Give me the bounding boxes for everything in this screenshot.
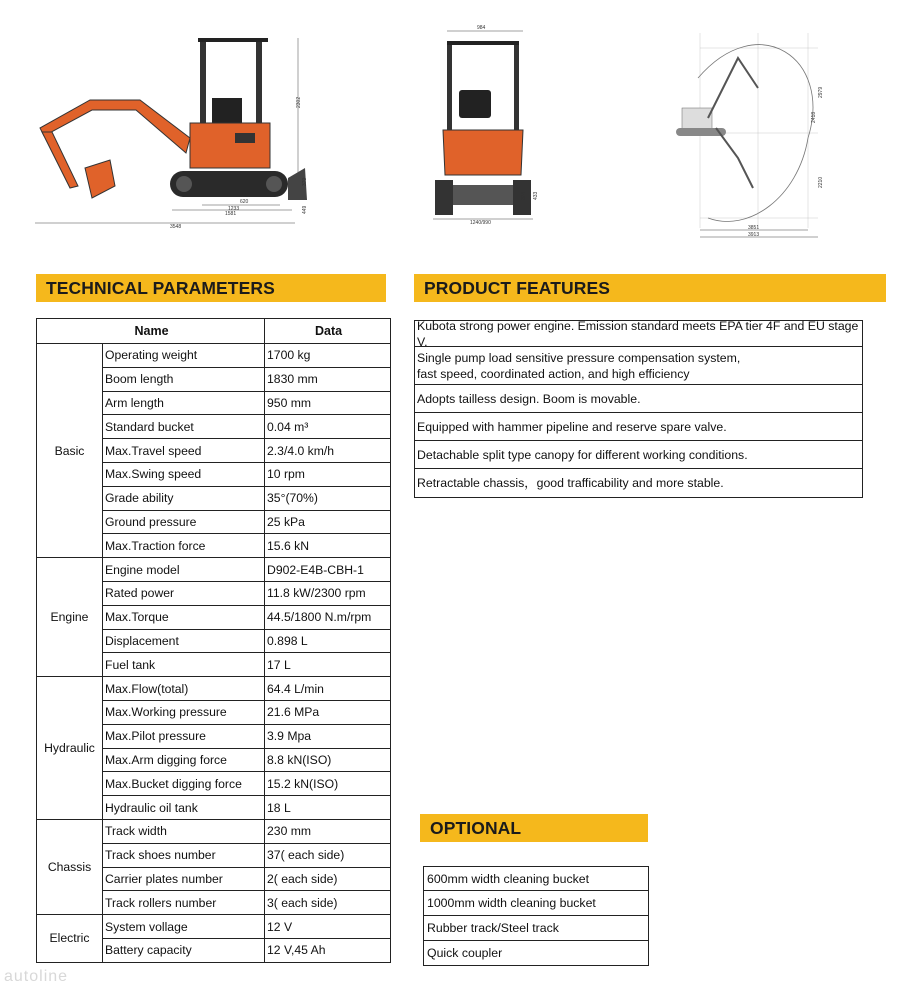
optional-item: Rubber track/Steel track [423,916,649,941]
param-value: 10 rpm [265,462,391,486]
param-value: 1830 mm [265,367,391,391]
table-row [37,344,391,368]
param-name: Track width [103,819,265,843]
excavator-front-view-drawing [425,25,545,225]
dim-433: 433 [533,191,539,200]
param-value: 1700 kg [265,344,391,368]
param-value: 44.5/1800 N.m/rpm [265,605,391,629]
technical-parameters-header: TECHNICAL PARAMETERS [36,274,386,302]
working-range-drawing [668,28,828,243]
param-name: Track shoes number [103,843,265,867]
param-value: 64.4 L/min [265,677,391,701]
param-value: 3( each side) [265,891,391,915]
param-value: 2.3/4.0 km/h [265,439,391,463]
param-value: 25 kPa [265,510,391,534]
param-name: Max.Travel speed [103,439,265,463]
feature-item: Adopts tailless design. Boom is movable. [414,385,863,413]
param-name: Max.Working pressure [103,700,265,724]
param-value: 950 mm [265,391,391,415]
param-name: Max.Arm digging force [103,748,265,772]
param-value: 230 mm [265,819,391,843]
param-name: Hydraulic oil tank [103,796,265,820]
dim-3913: 3913 [748,232,760,238]
param-name: Operating weight [103,344,265,368]
name-column-header: Name [37,319,265,344]
group-label: Electric [37,915,103,963]
param-value: 35°(70%) [265,486,391,510]
param-name: System vollage [103,915,265,939]
param-name: Displacement [103,629,265,653]
table-row [37,677,391,701]
param-value: 15.6 kN [265,534,391,558]
dim-2418: 2418 [811,111,817,123]
dim-3851: 3851 [748,225,760,231]
param-name: Carrier plates number [103,867,265,891]
param-value: 17 L [265,653,391,677]
param-name: Max.Torque [103,605,265,629]
param-name: Battery capacity [103,938,265,962]
param-name: Max.Flow(total) [103,677,265,701]
param-name: Boom length [103,367,265,391]
param-name: Max.Traction force [103,534,265,558]
optional-item: Quick coupler [423,941,649,966]
feature-item: Single pump load sensitive pressure compensation system, fast speed, coordinated action, and high efficiency [414,347,863,385]
dim-449: 449 [302,205,308,214]
technical-parameters-table [36,318,391,963]
dim-2210: 2210 [818,176,824,188]
optional-item: 600mm width cleaning bucket [423,866,649,891]
param-value: 37( each side) [265,843,391,867]
optional-header: OPTIONAL [420,814,648,842]
param-name: Engine model [103,558,265,582]
param-name: Standard bucket [103,415,265,439]
param-name: Arm length [103,391,265,415]
dim-620: 620 [240,199,249,205]
dim-cab-width: 984 [477,25,486,31]
param-value: 12 V,45 Ah [265,938,391,962]
feature-item: Detachable split type canopy for different working conditions. [414,441,863,469]
optional-item: 1000mm width cleaning bucket [423,891,649,916]
param-value: 0.898 L [265,629,391,653]
feature-item: Retractable chassis，good trafficability and more stable. [414,469,863,498]
table-body [37,344,391,963]
feature-item: Equipped with hammer pipeline and reserve spare valve. [414,413,863,441]
param-value: 8.8 kN(ISO) [265,748,391,772]
table-row [37,558,391,582]
feature-item: Kubota strong power engine. Emission standard meets EPA tier 4F and EU stage V. [414,320,863,347]
param-value: D902-E4B-CBH-1 [265,558,391,582]
param-value: 2( each side) [265,867,391,891]
group-label: Chassis [37,819,103,914]
param-value: 21.6 MPa [265,700,391,724]
group-label: Hydraulic [37,677,103,820]
param-name: Rated power [103,581,265,605]
param-value: 18 L [265,796,391,820]
table-header-row [37,319,391,344]
dim-370: 370 [302,177,308,186]
excavator-side-view-drawing [30,28,310,238]
group-label: Engine [37,558,103,677]
param-value: 11.8 kW/2300 rpm [265,581,391,605]
dim-overall-length: 3548 [170,224,182,230]
param-name: Ground pressure [103,510,265,534]
group-label: Basic [37,344,103,558]
dim-tumbler-distance: 1233 [228,206,240,212]
param-name: Track rollers number [103,891,265,915]
param-value: 3.9 Mpa [265,724,391,748]
param-name: Fuel tank [103,653,265,677]
watermark: autoline [4,968,69,985]
optional-list [423,866,649,966]
param-name: Max.Bucket digging force [103,772,265,796]
param-value: 12 V [265,915,391,939]
product-features-header: PRODUCT FEATURES [414,274,886,302]
dim-2979: 2979 [818,86,824,98]
param-value: 0.04 m³ [265,415,391,439]
param-name: Max.Pilot pressure [103,724,265,748]
param-name: Grade ability [103,486,265,510]
data-column-header: Data [265,319,391,344]
param-value: 15.2 kN(ISO) [265,772,391,796]
dim-374: 374 [521,191,527,200]
param-name: Max.Swing speed [103,462,265,486]
product-features-list [414,320,863,498]
dim-track-width: 1240/990 [470,220,491,225]
table-row [37,819,391,843]
dim-height: 2302 [296,96,302,108]
dim-track-length: 1581 [225,211,237,217]
table-row [37,915,391,939]
